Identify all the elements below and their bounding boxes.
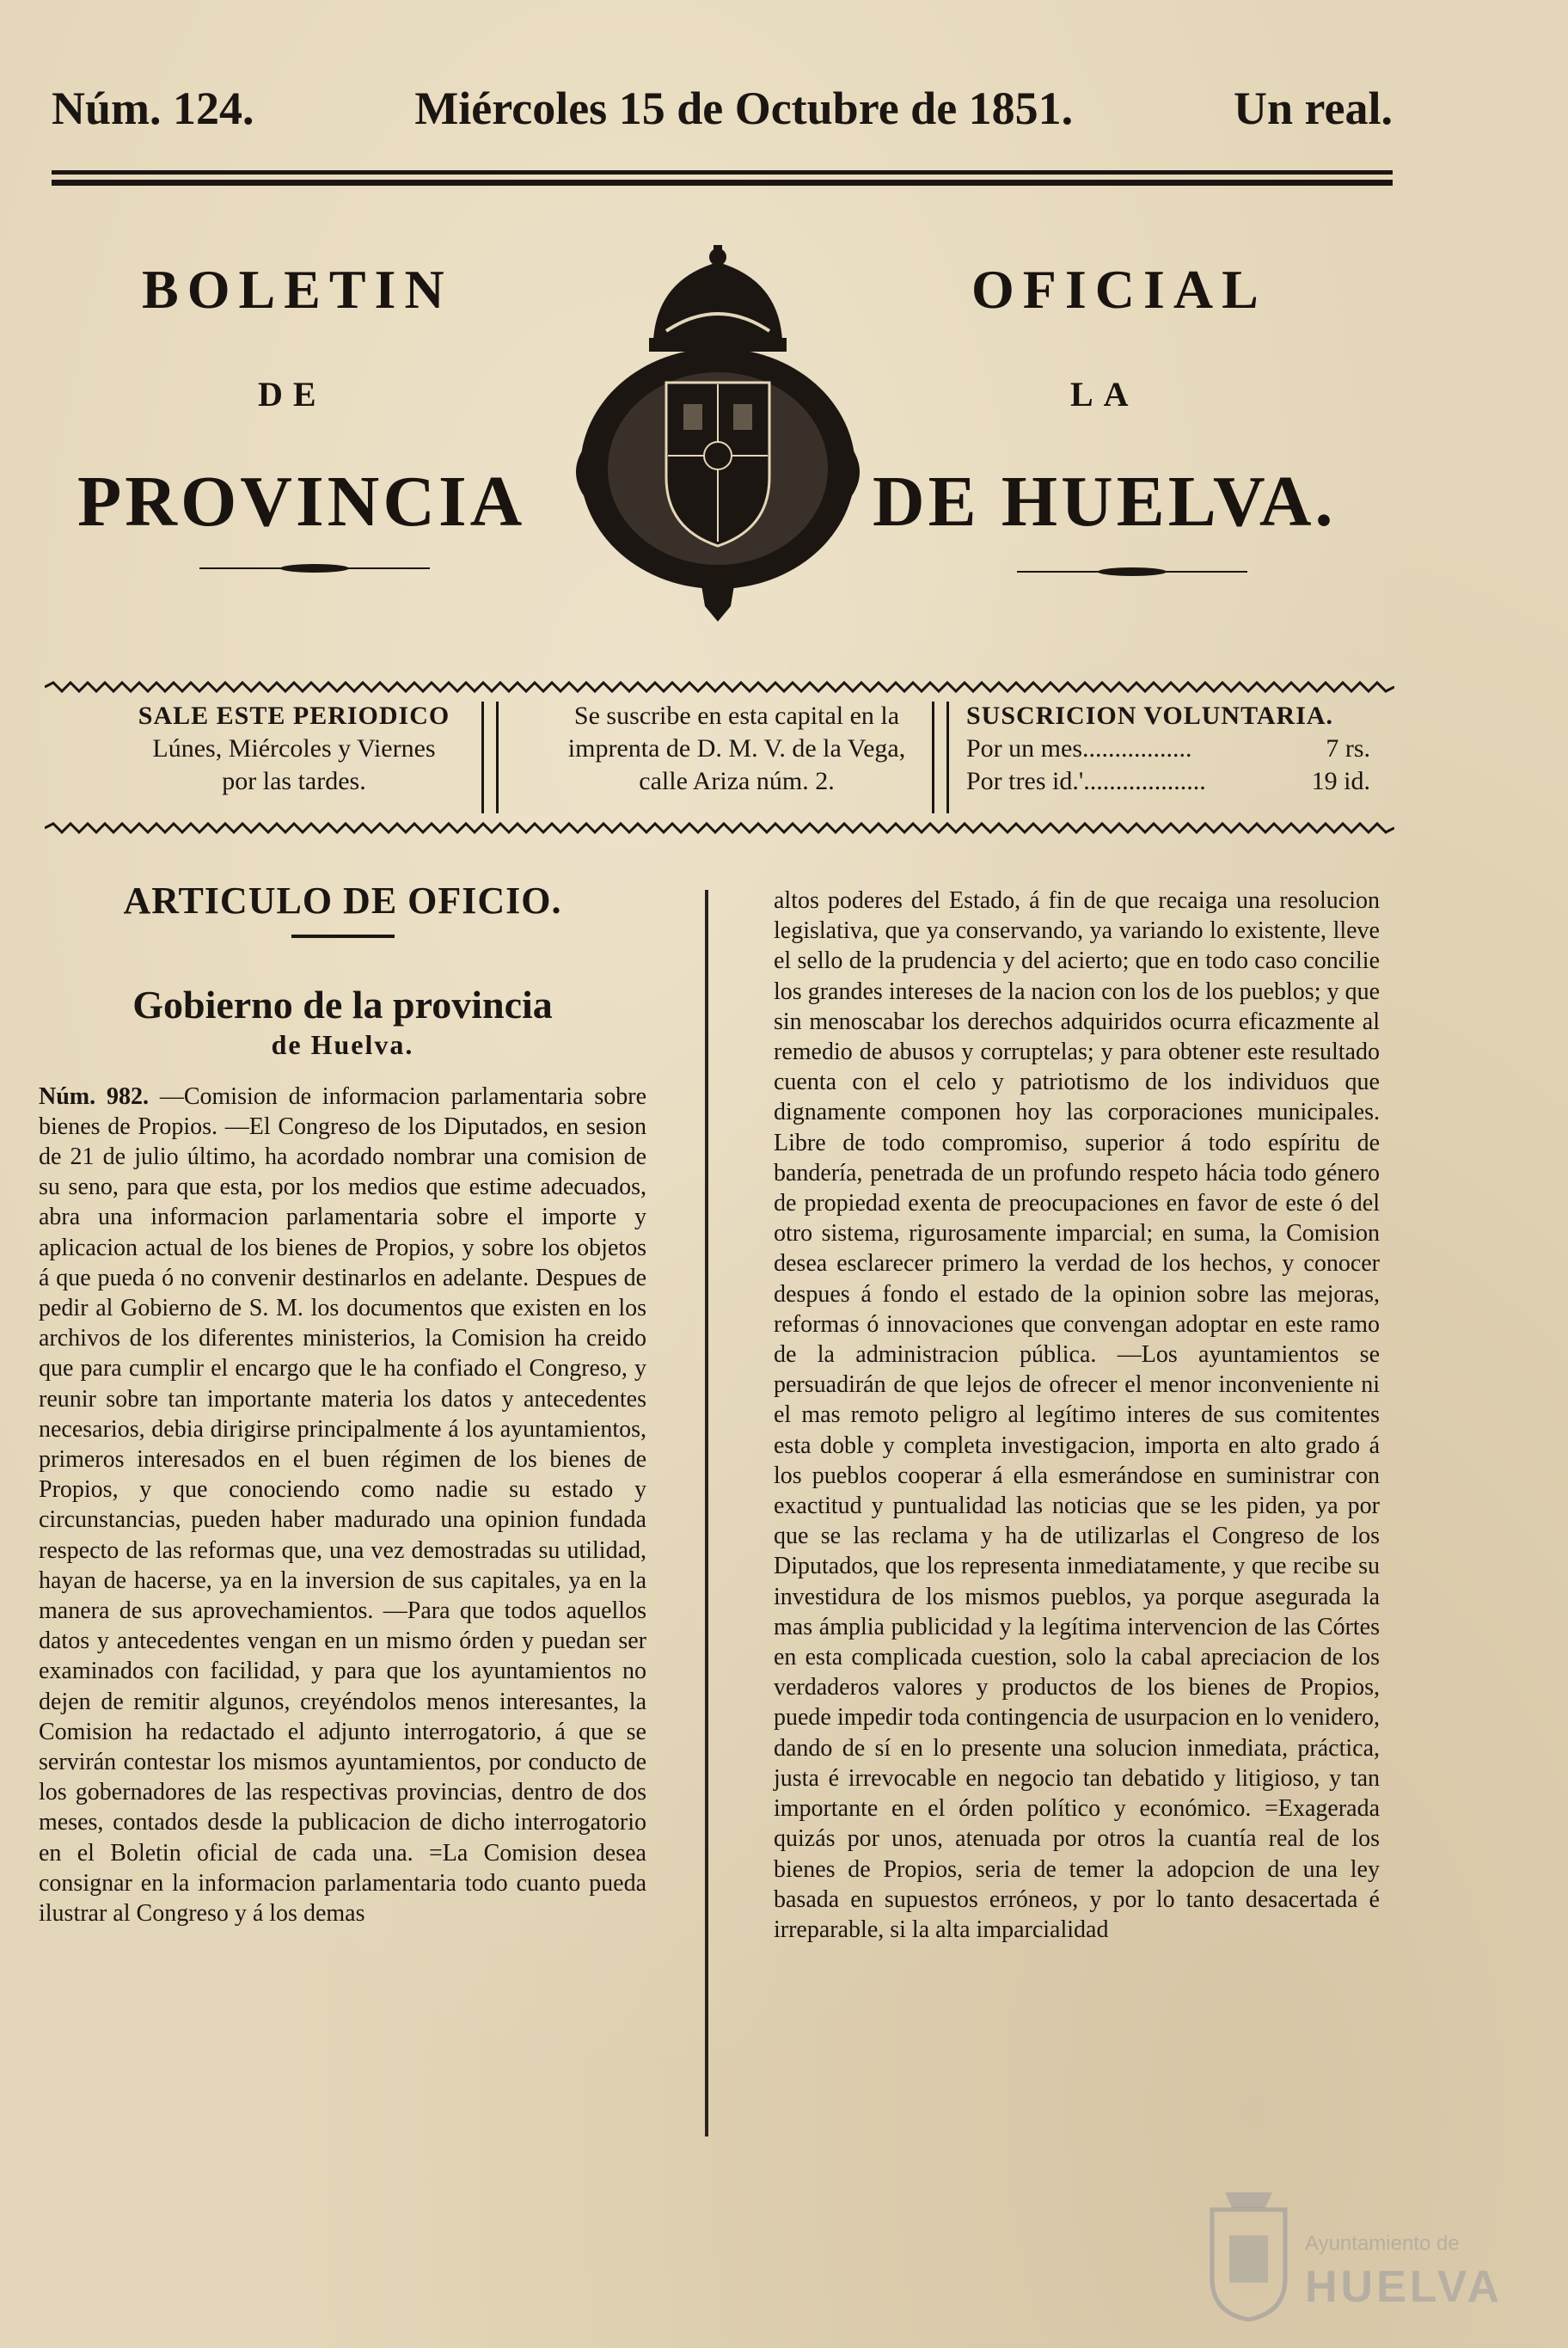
- royal-crest-icon: [572, 245, 864, 623]
- article-column-left: [39, 880, 647, 1928]
- watermark-small-text: Ayuntamiento de: [1305, 2232, 1460, 2255]
- title-ornament-left: [199, 564, 430, 573]
- article-body-left: Núm. 982. —Comision de informacion parlamentaria sobre bienes de Propios. —El Congreso de los Diputados, en sesion de 21 de julio último, ha acordado nombrar una comision de su seno, para que esta, por los medios que estime adecuados, abra una informacion parlamentaria sobre el importe y aplicacion actual de los bienes de Propios, y sobre los objetos á que pueda ó no convenir destinarlos en adelante. Despues de pedir al Gobierno de S. M. los documentos que existen en los archivos de los diferentes ministerios, la Comision ha creido que para cumplir el encargo que le ha confiado el Congreso, y reunir sobre tan importante materia los datos y antecedentes necesarios, debia dirigirse principalmente á los ayuntamientos, primeros interesados en el buen régimen de los bienes de Propios, y que conociendo como nadie su estado y circunstancias, pueden haber madurado una opinion fundada respecto de las reformas que, una vez demostradas su utilidad, hayan de hacerse, ya en la inversion de sus capitales, ya en la manera de sus aprovechamientos. —Para que todos aquellos datos y antecedentes vengan en un mismo órden y puedan ser examinados con facilidad, y para que los ayuntamientos no dejen de remitir algunos, creyéndolos menos interesantes, la Comision ha redactado el adjunto interrogatorio, á que se servirán contestar los mismos ayuntamientos, por conducto de los gobernadores de las respectivas provincias, dentro de dos meses, contados desde la publicacion de dicho interrogatorio en el Boletin oficial de cada una. =La Comision desea consignar en la informacion parlamentaria todo cuanto pueda ilustrar al Congreso y á los demas: [39, 1082, 647, 1928]
- watermark-big-text: HUELVA: [1305, 2262, 1504, 2312]
- title-word-de-huelva: DE HUELVA.: [873, 462, 1337, 542]
- masthead-rule-bottom: [52, 180, 1393, 186]
- article-heading: ARTICULO DE OFICIO.: [123, 880, 562, 922]
- issue-number: Núm. 124.: [52, 83, 254, 134]
- heading-rule: [291, 935, 395, 938]
- issue-date: Miércoles 15 de Octubre de 1851.: [414, 83, 1074, 134]
- title-word-provincia: PROVINCIA: [77, 462, 526, 542]
- article-body-right: altos poderes del Estado, á fin de que recaiga una resolucion legislativa, que ya conservando, ya variando lo existente, lleve el sello de la prudencia y del acierto; que en todo caso concilie los grandes intereses de la nacion con los de los pueblos; y que sin menoscabar los derechos adquiridos ocurra eficazmente al remedio de abusos y corruptelas; y para obtener este resultado cuenta con el celo y patriotismo de los individuos que dignamente componen hoy las corporaciones municipales. Libre de todo compromiso, superior á todo espíritu de bandería, penetrada de un profundo respeto hácia todo género de propiedad exenta de preocupaciones en favor de este ó del otro sistema, rigurosamente imparcial; en suma, la Comision desea esclarecer primero la verdad de los hechos, y conocer despues á fondo el estado de la opinion sobre las mejoras, reformas ó innovaciones que convengan adoptar en este ramo de la administracion pública. —Los ayuntamientos se persuadirán de que lejos de ofrecer el menor inconveniente ni el mas remoto peligro al legítimo interes de sus comitentes esta doble y completa investigacion, importa en alto grado á los pueblos cooperar á ella esmerándose en suministrar con exactitud y puntualidad las noticias que se les piden, ya por que se las reclama y ha de utilizarlas el Congreso de los Diputados, que los representa inmediatamente, y que recibe su investidura de los mismos pueblos, ya porque asegurada la mas ámplia publicidad y la legítima intervencion de las Córtes en esta complicada cuestion, solo la cabal apreciacion de los verdaderos valores y productos de los bienes de Propios, puede impedir toda contingencia de usurpacion en lo venidero, dando de sí en lo presente una solucion inmediata, práctica, justa é irrevocable en negocio tan debatido y litigioso, y tan importante en el órden político y económico. =Exagerada quizás por unos, atenuada por otros la cuantía real de los bienes de Propios, seria de temer la adopcion de una ley basada en supuestos erróneos, y por lo tanto desacertada é irreparable, si la alta imparcialidad: [774, 887, 1380, 1943]
- info-band: [45, 681, 1394, 834]
- price-row-month: Por un mes................. 7 rs.: [966, 734, 1370, 763]
- masthead-line: [52, 82, 1393, 135]
- info-band-border-top: [45, 681, 1394, 693]
- title-word-oficial: OFICIAL: [971, 259, 1267, 320]
- info-subscription-place: Se suscribe en esta capital en la imprenta de D. M. V. de la Vega, calle Ariza núm. 2.: [567, 702, 906, 795]
- title-ornament-right: [1017, 567, 1247, 576]
- huelva-shield-icon: [1204, 2184, 1294, 2321]
- price-row-three-months: Por tres id.'................... 19 id.: [966, 767, 1370, 795]
- government-title: Gobierno de la provincia: [132, 983, 553, 1027]
- title-word-de: DE: [258, 375, 327, 414]
- article-column-right: [774, 886, 1380, 1945]
- title-word-boletin: BOLETIN: [142, 259, 453, 320]
- info-divider-2: [932, 702, 949, 813]
- title-word-la: LA: [1070, 375, 1139, 414]
- info-divider-1: [481, 702, 499, 813]
- masthead-rule-top: [52, 170, 1393, 175]
- archive-watermark: [1204, 2175, 1513, 2330]
- info-band-border-bottom: [45, 822, 1394, 834]
- info-publication-schedule: SALE ESTE PERIODICO Lúnes, Miércoles y Viernes por las tardes.: [138, 702, 450, 795]
- government-subtitle: de Huelva.: [271, 1029, 414, 1061]
- info-subscription-prices: SUSCRICION VOLUNTARIA. Por un mes................. 7 rs. Por tres id.'................... 19 id.: [966, 700, 1370, 818]
- column-divider: [705, 890, 708, 2136]
- issue-price: Un real.: [1233, 83, 1393, 134]
- decree-number: Núm. 982.: [39, 1082, 149, 1110]
